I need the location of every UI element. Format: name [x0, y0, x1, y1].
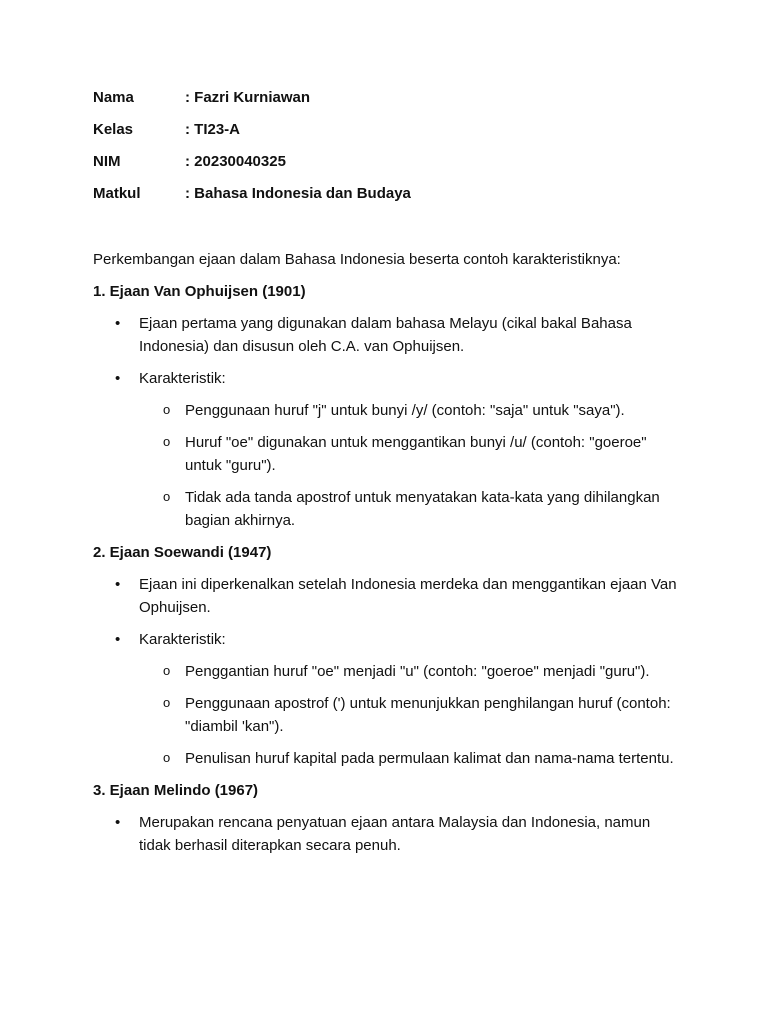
list-item-text: Karakteristik: — [139, 370, 226, 387]
info-value: : TI23-A — [185, 121, 241, 138]
intro-paragraph: Perkembangan ejaan dalam Bahasa Indonesia beserta contoh karakteristiknya: — [93, 251, 621, 268]
info-label: NIM — [93, 153, 121, 170]
document-body — [93, 248, 683, 866]
info-value: : Bahasa Indonesia dan Budaya — [185, 185, 411, 202]
list-item — [93, 573, 683, 619]
bullet-circle-icon: o — [163, 489, 171, 504]
bullet-circle-icon: o — [163, 663, 171, 678]
bullet-dot-icon: • — [115, 631, 121, 648]
info-row-matkul — [93, 184, 411, 216]
student-info — [93, 88, 411, 216]
sub-list-item — [139, 660, 683, 683]
bullet-list — [93, 312, 683, 532]
info-row-nim — [93, 152, 411, 184]
sub-list-item-text: Penggunaan huruf "j" untuk bunyi /y/ (contoh: "saja" untuk "saya"). — [185, 402, 625, 419]
list-item — [93, 811, 683, 857]
list-item-text: Ejaan ini diperkenalkan setelah Indonesia merdeka dan menggantikan ejaan Van Ophuijsen. — [139, 576, 677, 616]
info-row-nama — [93, 88, 411, 120]
sub-list-item — [139, 692, 683, 738]
sub-list-item — [139, 399, 683, 422]
section-title: 1. Ejaan Van Ophuijsen (1901) — [93, 283, 306, 300]
bullet-circle-icon: o — [163, 402, 171, 417]
sub-bullet-list — [139, 399, 683, 532]
bullet-circle-icon: o — [163, 695, 171, 710]
info-value: : 20230040325 — [185, 153, 286, 170]
sub-list-item — [139, 486, 683, 532]
bullet-circle-icon: o — [163, 750, 171, 765]
info-label: Nama — [93, 89, 134, 106]
bullet-list — [93, 811, 683, 857]
sub-list-item-text: Tidak ada tanda apostrof untuk menyatakan kata-kata yang dihilangkan bagian akhirnya. — [185, 489, 660, 529]
sub-bullet-list — [139, 660, 683, 770]
list-item — [93, 312, 683, 358]
sub-list-item-text: Huruf "oe" digunakan untuk menggantikan bunyi /u/ (contoh: "goeroe" untuk "guru"). — [185, 434, 647, 474]
bullet-dot-icon: • — [115, 814, 121, 831]
section-title: 3. Ejaan Melindo (1967) — [93, 782, 259, 799]
info-row-kelas — [93, 120, 411, 152]
sub-list-item-text: Penulisan huruf kapital pada permulaan kalimat dan nama-nama tertentu. — [185, 750, 674, 767]
section-title: 2. Ejaan Soewandi (1947) — [93, 544, 272, 561]
sub-list-item — [139, 747, 683, 770]
info-label: Kelas — [93, 121, 134, 138]
bullet-circle-icon: o — [163, 434, 171, 449]
info-label: Matkul — [93, 185, 141, 202]
sub-list-item-text: Penggunaan apostrof (') untuk menunjukkan penghilangan huruf (contoh: "diambil 'kan"). — [185, 695, 671, 735]
list-item — [93, 628, 683, 770]
list-item-text: Karakteristik: — [139, 631, 226, 648]
bullet-dot-icon: • — [115, 315, 121, 332]
bullet-dot-icon: • — [115, 576, 121, 593]
bullet-list — [93, 573, 683, 770]
list-item-text: Merupakan rencana penyatuan ejaan antara Malaysia dan Indonesia, namun tidak berhasil diterapkan secara penuh. — [139, 814, 651, 854]
sub-list-item — [139, 431, 683, 477]
bullet-dot-icon: • — [115, 370, 121, 387]
info-value: : Fazri Kurniawan — [185, 89, 311, 106]
sub-list-item-text: Penggantian huruf "oe" menjadi "u" (contoh: "goeroe" menjadi "guru"). — [185, 663, 650, 680]
list-item-text: Ejaan pertama yang digunakan dalam bahasa Melayu (cikal bakal Bahasa Indonesia) dan disusun oleh C.A. van Ophuijsen. — [139, 315, 632, 355]
list-item — [93, 367, 683, 532]
